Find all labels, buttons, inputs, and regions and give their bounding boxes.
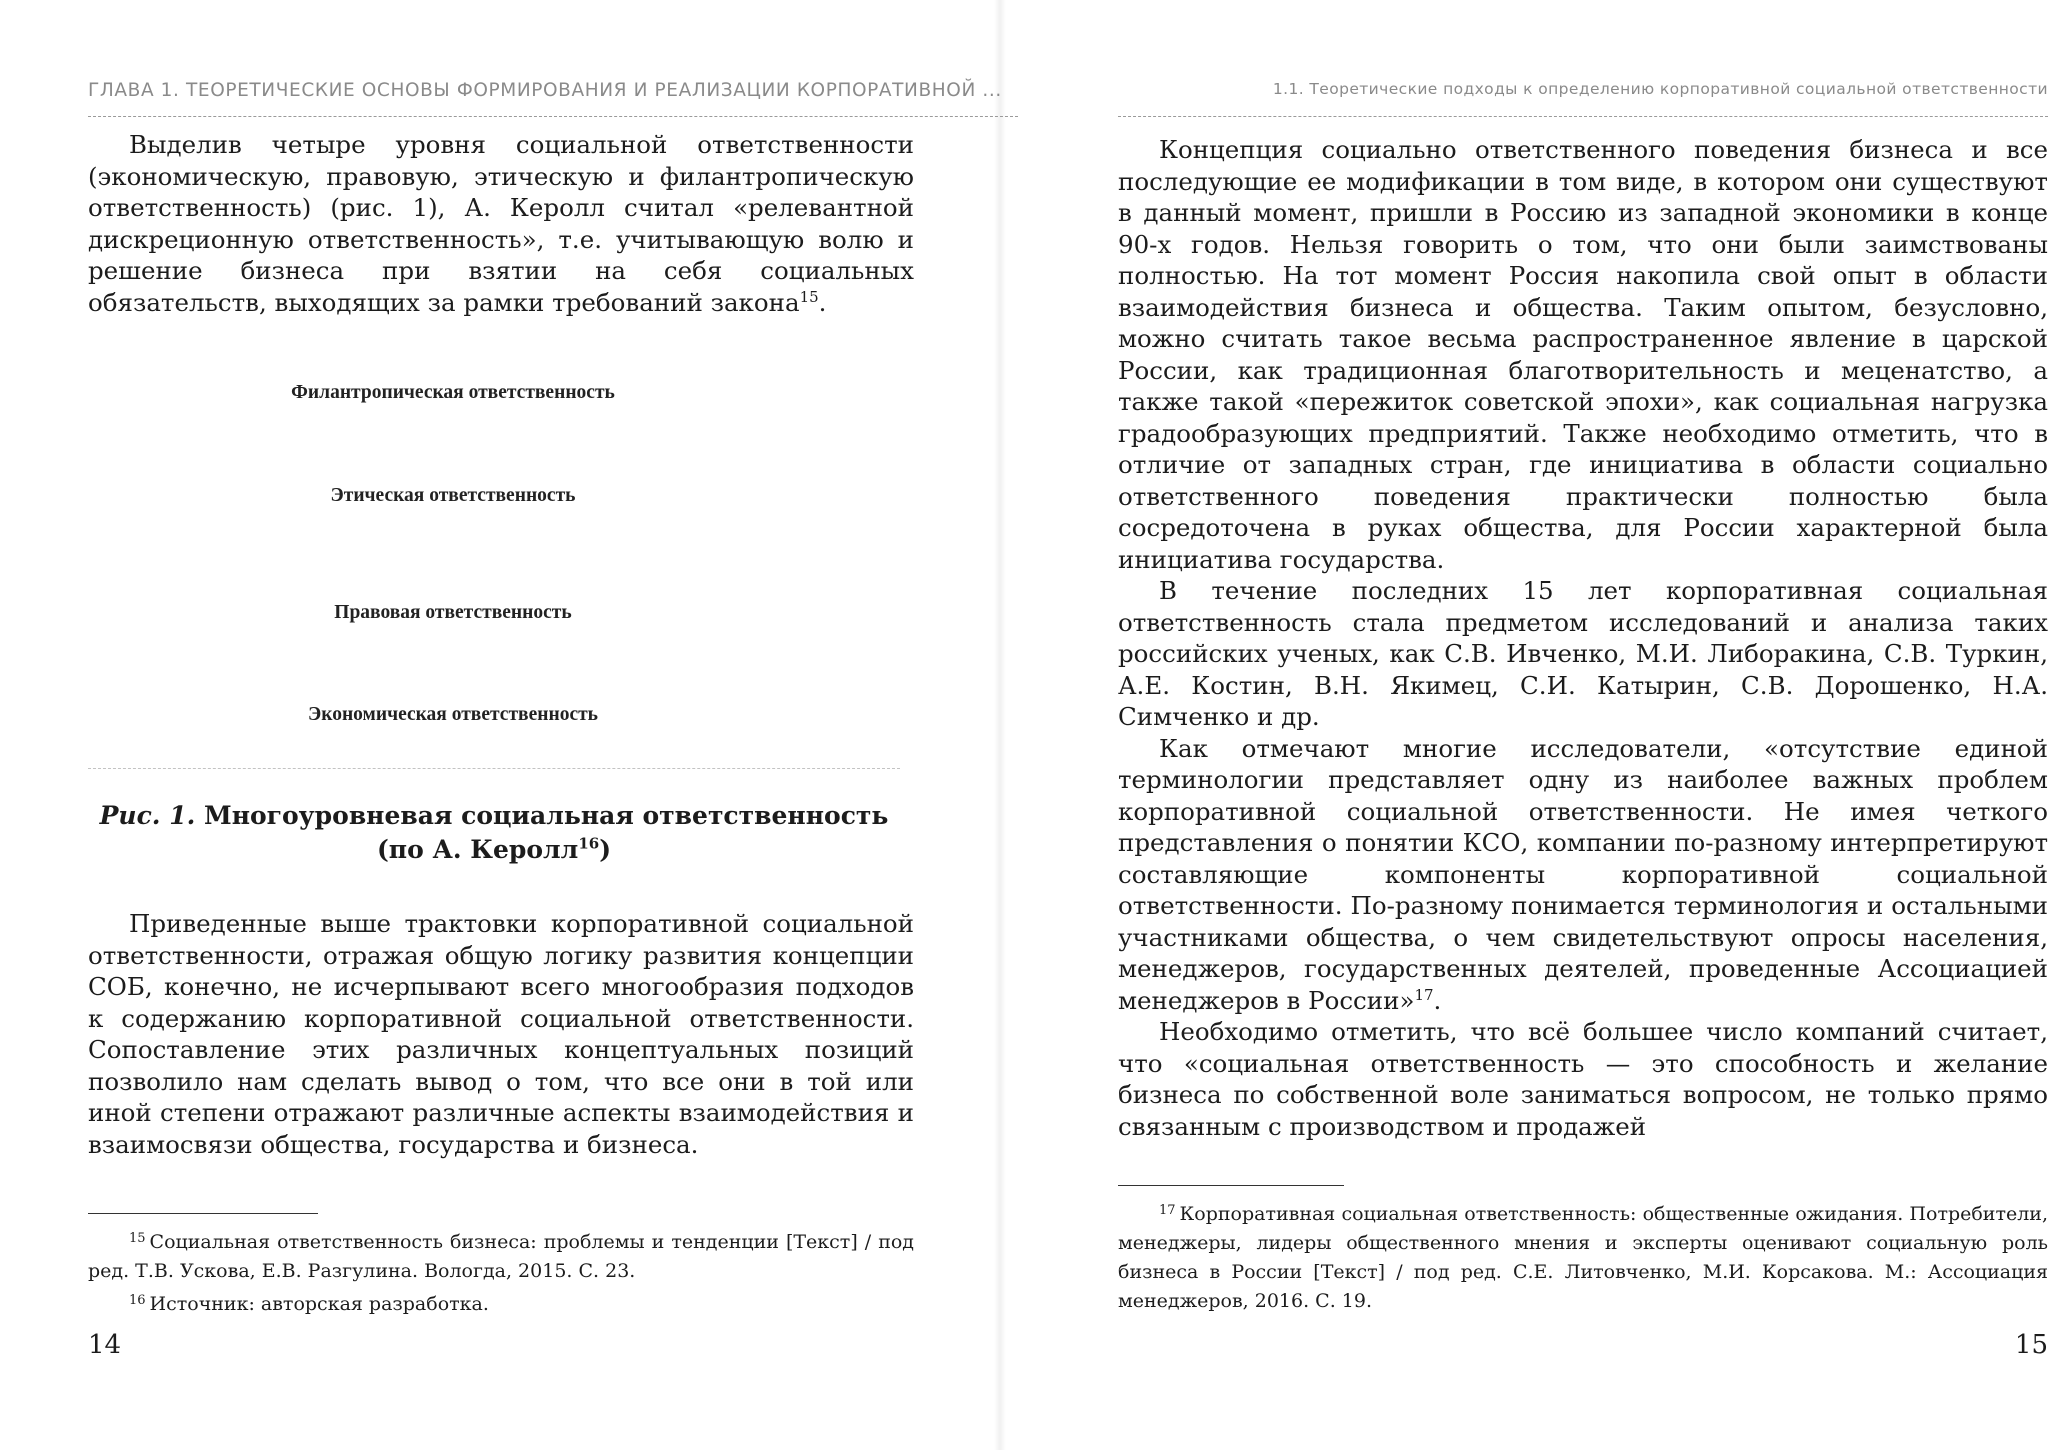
footnote-15: $^{15}$ Социальная ответственность бизнеса: проблемы и тенденции [Текст] / под ред. Т.В. Ускова, Е.В. Разгулина. Вологда, 2015. С. 23. bbox=[88, 1231, 914, 1282]
footnote-17: $^{17}$ Корпоративная социальная ответственность: общественные ожидания. Потребители, менеджеры, лидеры общественного мнения и эксперты оценивают социальную роль бизнеса в России [Текст] / под ред. С.Е. Литовченко, М.И. Корсакова. М.: Ассоциация менеджеров, 2016. С. 19. bbox=[1118, 1203, 2048, 1312]
header-rule-left bbox=[88, 116, 1018, 117]
footnotes-left bbox=[88, 1224, 914, 1319]
intro-paragraph: Выделив четыре уровня социальной ответственности (экономическую, правовую, этическую и филантропическую ответственность) (рис. 1), А. Керолл считал «релевантной дискреционную ответственность», т.е. учитывающую волю и решение бизнеса при взятии на себя социальных обязательств, выходящих за рамки требований закона$^{15}$. bbox=[88, 130, 914, 317]
paragraph-1: Концепция социально ответственного поведения бизнеса и все последующие ее модификации в том виде, в котором они существуют в данный момент, пришли в Россию из западной экономики в конце 90-х годов. Нельзя говорить о том, что они были заимствованы полностью. На тот момент Россия накопила свой опыт в области взаимодействия бизнеса и общества. Таким опытом, безусловно, можно считать такое весьма распространенное явление в царской России, как традиционная благотворительность и меценатство, а также такой «пережиток советской эпохи», как социальная нагрузка градообразующих предприятий. Также необходимо отметить, что в отличие от западных стран, где инициатива в области социально ответственного поведения практически полностью была сосредоточена в руках общества, для России характерной была инициатива государства. bbox=[1118, 135, 2048, 574]
figure-caption-text: Многоуровневая социальная ответственность bbox=[204, 801, 889, 830]
figure-level-economic: Экономическая ответственность bbox=[307, 704, 598, 725]
footnote-rule-left bbox=[88, 1213, 318, 1214]
footnote-rule-right bbox=[1118, 1185, 1344, 1186]
header-rule-right bbox=[1118, 116, 2048, 117]
page-number-right: 15 bbox=[2014, 1330, 2048, 1360]
paragraph-4: Необходимо отметить, что всё большее число компаний считает, что «социальная ответственность — это способность и желание бизнеса по собственной воле заниматься вопросом, не только прямо связанным с производством и продажей bbox=[1118, 1017, 2048, 1141]
body-text-right bbox=[1118, 134, 2048, 1142]
footnote-ref-17: 17 bbox=[1414, 985, 1434, 1004]
paragraph-2: В течение последних 15 лет корпоративная социальная ответственность стала предметом исследований и анализа таких российских ученых, как С.В. Ивченко, М.И. Либоракина, С.В. Туркин, А.Е. Костин, В.Н. Якимец, С.И. Катырин, С.В. Дорошенко, Н.А. Симченко и др. bbox=[1118, 576, 2048, 731]
right-page bbox=[1118, 0, 2048, 1450]
figure-caption: Рис. 1. Многоуровневая социальная ответственность (по А. Керолл$^{16}$) bbox=[99, 801, 889, 864]
footnote-ref-15: 15 bbox=[799, 287, 819, 306]
paragraph-3: Как отмечают многие исследователи, «отсутствие единой терминологии представляет одну из наиболее важных проблем корпоративной социальной ответственности. Не имея четкого представления о понятии КСО, компании по-разному интерпретируют составляющие компоненты корпоративной социальной ответственности. По-разному понимается терминология и остальными участниками общества, о чем свидетельствуют опросы населения, менеджеров, государственных деятелей, проведенные Ассоциацией менеджеров в России»$^{17}$. bbox=[1118, 733, 2048, 1015]
page-number-left: 14 bbox=[88, 1330, 122, 1360]
running-head-left: ГЛАВА 1. ТЕОРЕТИЧЕСКИЕ ОСНОВЫ ФОРМИРОВАНИЯ И РЕАЛИЗАЦИИ КОРПОРАТИВНОЙ ... bbox=[88, 80, 1002, 101]
intro-text: Выделив четыре уровня социальной ответственности (экономическую, правовую, этическую и филантропическую ответственность) (рис. 1), А. Керолл считал «релевантной дискреционную ответственность», т.е. учитывающую волю и решение бизнеса при взятии на себя социальных обязательств, выходящих за рамки требований закона bbox=[88, 130, 914, 317]
body-paragraph-left: Приведенные выше трактовки корпоративной социальной ответственности, отражая общую логику развития концепции СОБ, конечно, не исчерпывают всего многообразия подходов к содержанию корпоративной социальной ответственности. Сопоставление этих различных концептуальных позиций позволило нам сделать вывод о том, что все они в той или иной степени отражают различные аспекты взаимодействия и взаимосвязи общества, государства и бизнеса. bbox=[88, 909, 914, 1159]
figure-caption-prefix: Рис. 1. bbox=[99, 801, 196, 830]
left-page bbox=[88, 0, 1018, 1450]
footnote-ref-16: 16 bbox=[578, 834, 600, 853]
footnotes-right bbox=[1118, 1196, 2048, 1316]
figure-bottom-rule bbox=[88, 768, 900, 769]
figure-level-ethical: Этическая ответственность bbox=[330, 485, 576, 506]
footnote-16: $^{16}$ Источник: авторская разработка. bbox=[129, 1293, 489, 1315]
figure-level-philanthropic: Филантропическая ответственность bbox=[291, 382, 615, 403]
figure-level-legal: Правовая ответственность bbox=[334, 602, 572, 623]
running-head-right: 1.1. Теоретические подходы к определению корпоративной социальной ответственности bbox=[1272, 80, 2048, 98]
